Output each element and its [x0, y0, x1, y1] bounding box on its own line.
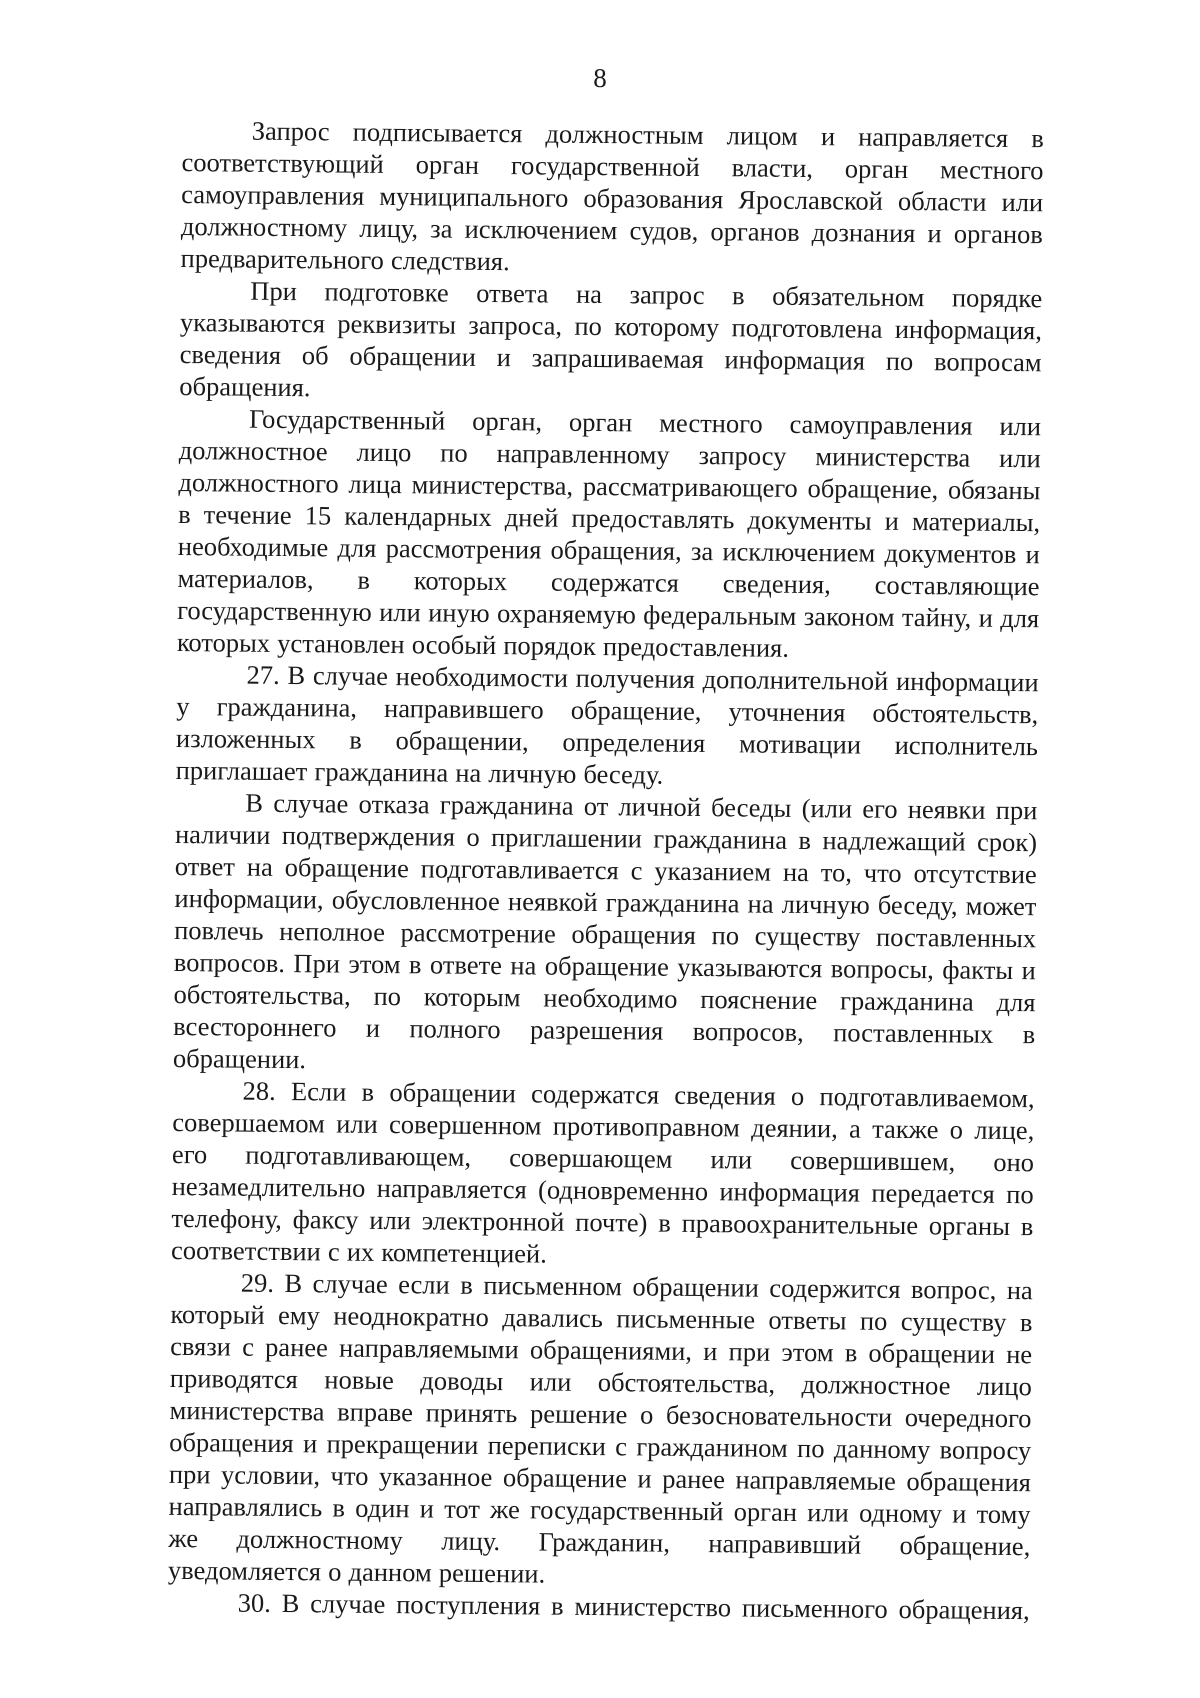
paragraph-request-signed: Запрос подписывается должностным лицом и направляется в соответствующий орган государственной власти, орган местного самоуправления муниципального образования Ярославской области или должностному лицу, за исключением судов, органов дознания и органов предварительного следствия.	[180, 115, 1044, 277]
paragraph-state-body-obligations: Государственный орган, орган местного самоуправления или должностное лицо по направленному запросу министерства или должностного лица министерства, рассматривающего обращение, обязаны в течение 15 календарных дней предоставлять документы и материалы, необходимые для рассмотрения обращения, за исключением документов и материалов, в которых содержатся сведения, составляющие государственную или иную охраняемую федеральным законом тайну, и для которых установлен особый порядок предоставления.	[176, 403, 1042, 663]
paragraph-response-details: При подготовке ответа на запрос в обязательном порядке указываются реквизиты запроса, по которому подготовлена информация, сведения об обращении и запрашиваемая информация по вопросам обращения.	[179, 275, 1043, 403]
paragraph-item-29: 29. В случае если в письменном обращении содержится вопрос, на который ему неоднократно давались письменные ответы по существу в связи с ранее направляемыми обращениями, и при этом в обращении не приводятся новые доводы или обстоятельства, должностное лицо министерства вправе принять решение о безосновательности очередного обращения и прекращении переписки с гражданином по данному вопросу при условии, что указанное обращение и ранее направляемые обращения направлялись в один и тот же государственный орган или одному и тому же должностному лицу. Гражданин, направивший обращение, уведомляется о данном решении.	[167, 1267, 1033, 1589]
paragraph-item-30: 30. В случае поступления в министерство письменного обращения,	[237, 1587, 1030, 1626]
paragraph-item-28: 28. Если в обращении содержатся сведения о подготавливаемом, совершаемом или совершенном противоправном деянии, а также о лице, его подготавливающем, совершающем или совершившем, оно незамедлительно направляется (одновременно информация передается по телефону, факсу или электронной почте) в правоохранительные органы в соответствии с их компетенцией.	[170, 1075, 1035, 1269]
paragraph-refusal-of-meeting: В случае отказа гражданина от личной беседы (или его неявки при наличии подтверждения о приглашении гражданина в надлежащий срок) ответ на обращение подготавливается с указанием на то, что отсутствие информации, обусловленное неявкой гражданина на личную беседу, может повлечь неполное рассмотрение обращения по существу поставленных вопросов. При этом в ответе на обращение указываются вопросы, факты и обстоятельства, по которым необходимо пояснение гражданина для всестороннего и полного разрешения вопросов, поставленных в обращении.	[172, 787, 1038, 1075]
document-body	[168, 114, 1044, 1626]
page-number: 8	[593, 63, 607, 93]
paragraph-item-27: 27. В случае необходимости получения дополнительной информации у гражданина, направившего обращение, уточнения обстоятельств, изложенных в обращении, определения мотивации исполнитель приглашает гражданина на личную беседу.	[175, 659, 1039, 790]
